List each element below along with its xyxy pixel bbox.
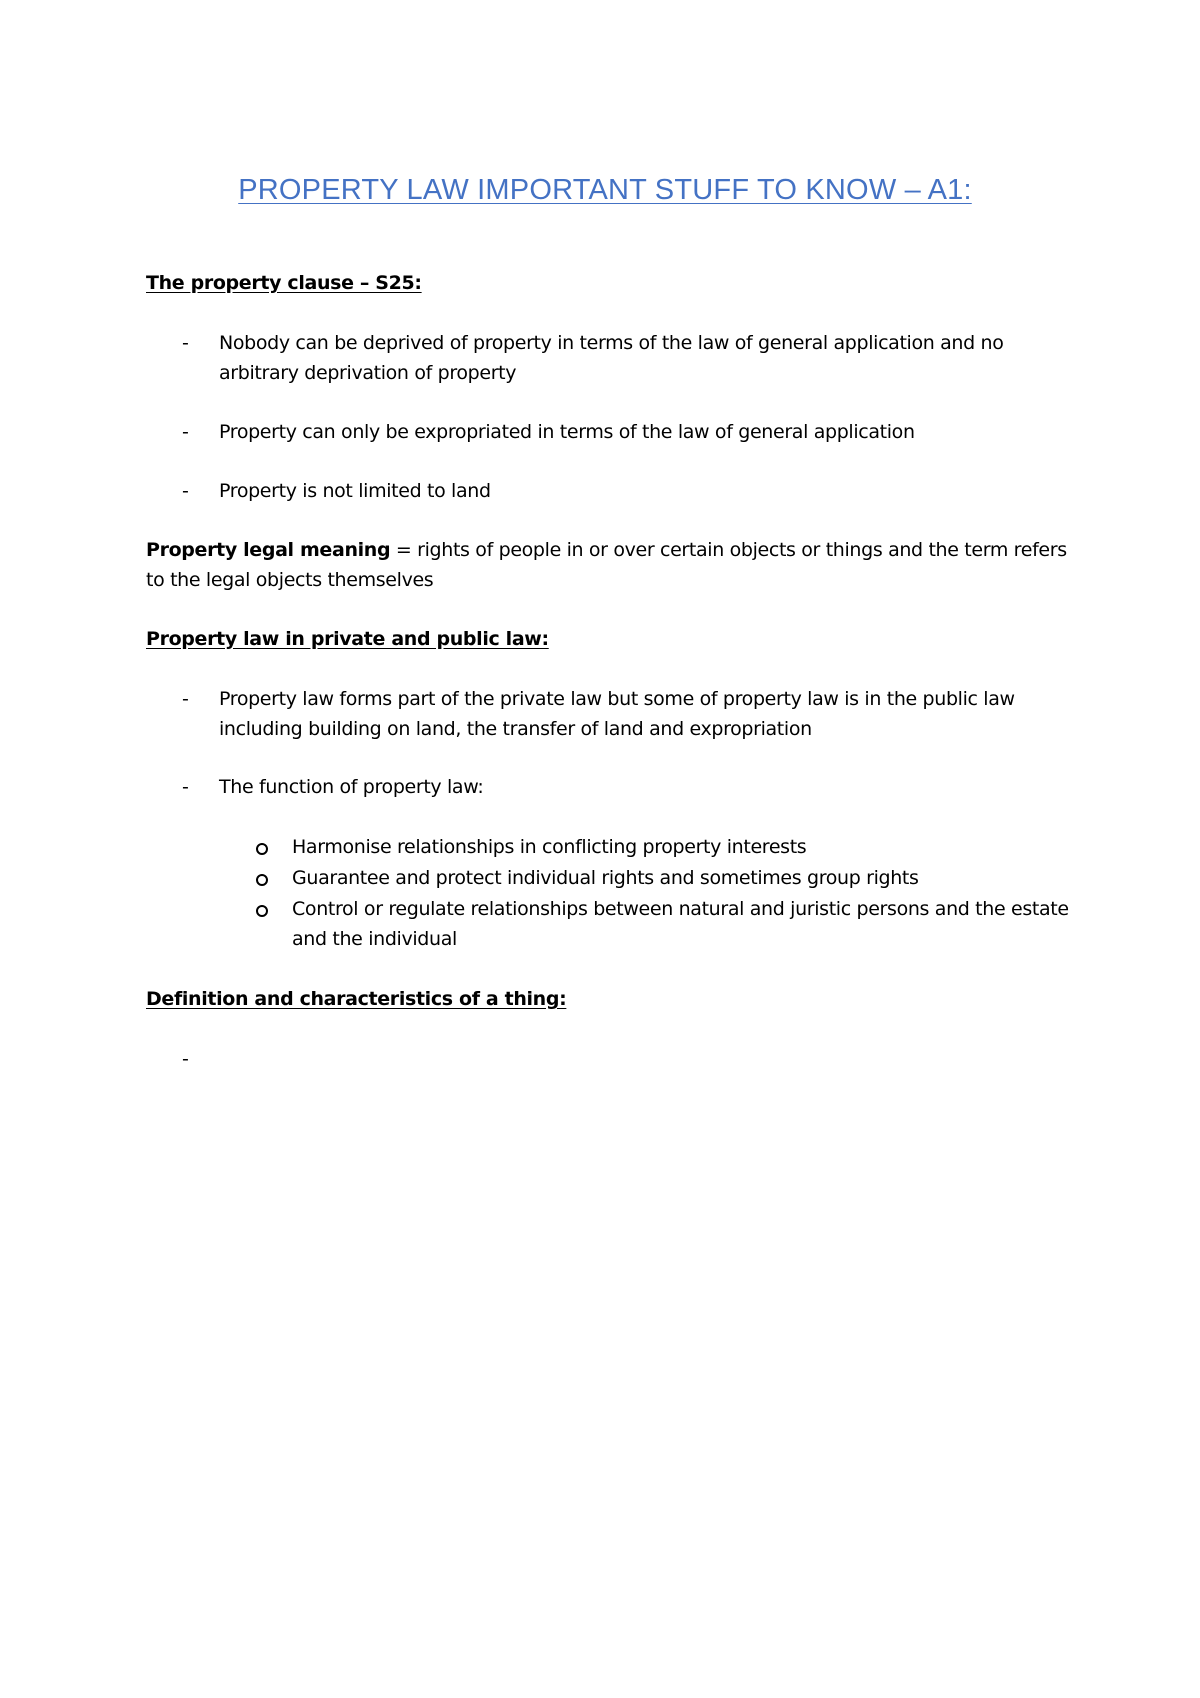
- bullet-dash: -: [182, 480, 189, 502]
- list-item: Property is not limited to land: [219, 480, 491, 502]
- sub-list-item: Control or regulate relationships between natural and juristic persons and the estate and the individual: [292, 898, 1069, 950]
- section-heading-definition-thing: Definition and characteristics of a thing:: [146, 988, 567, 1010]
- section-heading-private-public: Property law in private and public law:: [146, 628, 549, 650]
- bullet-dash: -: [182, 332, 189, 354]
- bullet-dash: -: [182, 688, 189, 710]
- definition-paragraph: [146, 535, 1086, 595]
- circle-bullet-icon: [256, 905, 268, 917]
- list-item: Property law forms part of the private law but some of property law is in the public law including building on land, the transfer of land and expropriation: [219, 688, 1015, 740]
- list-item: Property can only be expropriated in terms of the law of general application: [219, 421, 915, 443]
- bullet-dash: -: [182, 421, 189, 443]
- circle-bullet-icon: [256, 874, 268, 886]
- bullet-dash: -: [182, 776, 189, 798]
- circle-bullet-icon: [256, 843, 268, 855]
- section-heading-property-clause: The property clause – S25:: [146, 272, 422, 294]
- definition-text: = rights of people in or over certain objects or things and the term refers to the legal objects themselves: [146, 539, 1067, 591]
- list-item: Nobody can be deprived of property in terms of the law of general application and no arbitrary deprivation of property: [219, 332, 1004, 384]
- definition-term: Property legal meaning: [146, 539, 391, 561]
- sub-list-item: Guarantee and protect individual rights and sometimes group rights: [292, 867, 919, 889]
- bullet-dash: -: [182, 1048, 189, 1070]
- document-title: PROPERTY LAW IMPORTANT STUFF TO KNOW – A1:: [238, 174, 972, 206]
- sub-list-item: Harmonise relationships in conflicting property interests: [292, 836, 807, 858]
- list-item: The function of property law:: [219, 776, 484, 798]
